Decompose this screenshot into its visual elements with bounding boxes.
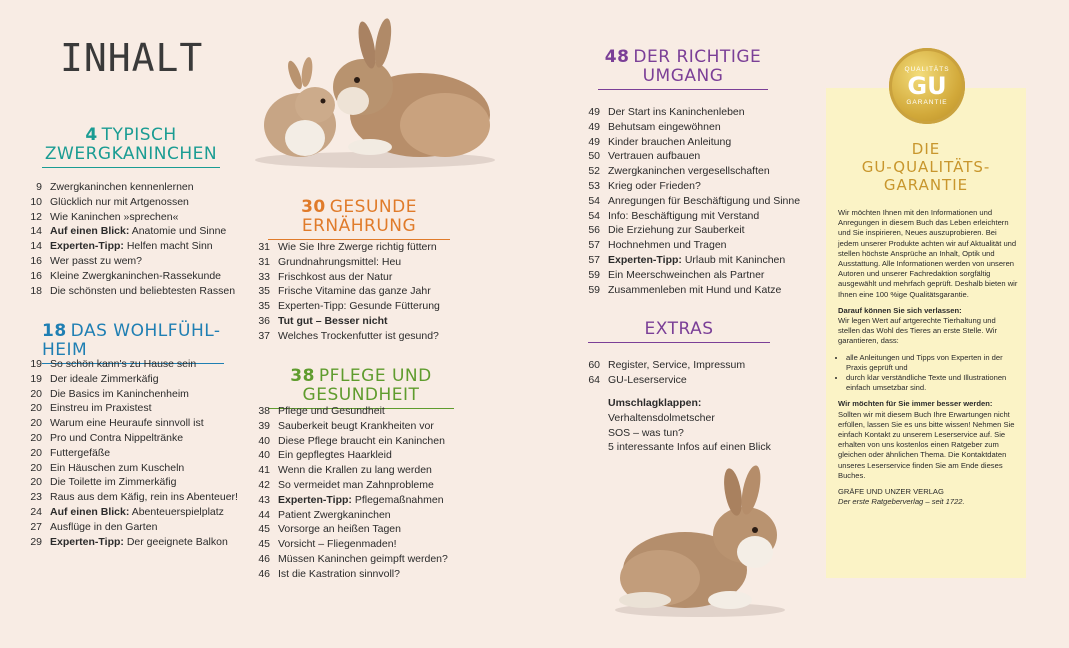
toc-entry-text: So schön kann's zu Hause sein <box>50 358 197 370</box>
toc-entry-text: Ist die Kastration sinnvoll? <box>278 567 400 580</box>
toc-entry <box>248 314 440 329</box>
toc-entry-text: Ein gepflegtes Haarkleid <box>278 449 392 462</box>
toc-entry <box>578 209 800 224</box>
toc-page-number: 20 <box>30 476 42 489</box>
cover-flaps-block <box>608 396 771 455</box>
toc-entry-text: Info: Beschäftigung mit Verstand <box>608 209 760 222</box>
toc-entry-text: Der Start ins Kaninchenleben <box>608 106 745 118</box>
guarantee-promise-heading: Darauf können Sie sich verlassen: <box>838 305 962 315</box>
toc-page-number: 59 <box>588 283 600 296</box>
toc-entry <box>248 567 448 582</box>
toc-entry-text: Urlaub mit Kaninchen <box>681 253 786 266</box>
rabbit-photo-bottom <box>605 460 795 620</box>
toc-page-number: 40 <box>258 449 270 462</box>
toc-page-number: 24 <box>30 505 42 518</box>
toc-entry <box>248 463 448 478</box>
rabbits-photo <box>245 15 505 170</box>
toc-entry <box>578 120 800 135</box>
toc-entry <box>248 419 448 434</box>
toc-page-number: 20 <box>30 417 42 430</box>
toc-entry <box>578 149 800 164</box>
toc-page-number: 49 <box>588 106 600 118</box>
toc-entry-text: GU-Leserservice <box>608 373 687 386</box>
toc-entry-text: Zusammenleben mit Hund und Katze <box>608 283 782 296</box>
section-heading-umgang <box>598 48 768 90</box>
seal-top-text: QUALITÄTS <box>904 66 950 73</box>
toc-entry <box>20 210 235 225</box>
toc-entry-text: Grundnahrungsmittel: Heu <box>278 255 402 268</box>
toc-entry <box>20 401 238 416</box>
toc-entry-text: Wie Sie Ihre Zwerge richtig füttern <box>278 241 437 253</box>
toc-page-number: 14 <box>30 225 42 238</box>
toc-page-number: 14 <box>30 240 42 253</box>
toc-list-typisch <box>20 180 235 298</box>
toc-entry <box>20 284 235 299</box>
toc-page-number: 12 <box>30 210 42 223</box>
toc-page-number: 43 <box>258 493 270 506</box>
guarantee-feedback-heading: Wir möchten für Sie immer besser werden: <box>838 399 993 409</box>
toc-entry-bold: Experten-Tipp: <box>50 240 124 253</box>
toc-entry <box>20 475 238 490</box>
toc-entry-text: Der ideale Zimmerkäfig <box>50 372 159 385</box>
toc-entry <box>248 434 448 449</box>
toc-entry-text: Abenteuerspielplatz <box>129 505 224 518</box>
toc-page-number: 52 <box>588 165 600 178</box>
seal-bottom-text: GARANTIE <box>906 99 948 106</box>
toc-entry-bold: Auf einen Blick: <box>50 225 130 238</box>
toc-entry-text: Krieg oder Frieden? <box>608 179 701 192</box>
toc-entry <box>578 164 800 179</box>
guarantee-feedback-text: Sollten wir mit diesem Buch Ihre Erwartungen nicht erfüllen, lassen Sie es uns bitte wissen! Nehmen Sie einfach Kontakt zu unserem Leserservice auf. Sie erhalten von uns kostenlos einen Ratgeber zum gleichen oder ähnlichen Thema. Die Kontaktdaten unseres Leserservice finden Sie am Ende dieses Buches. <box>838 409 1015 480</box>
guarantee-feedback <box>838 399 1018 481</box>
quality-seal <box>889 48 965 124</box>
toc-page-number: 10 <box>30 195 42 208</box>
toc-page-number: 29 <box>30 535 42 548</box>
toc-page-number: 27 <box>30 520 42 533</box>
guarantee-intro: Wir möchten Ihnen mit den Informationen und Anregungen in diesem Buch das Leben erleichtern und Sie inspirieren, Neues auszuprobieren. Bei jedem unserer Produkte achten wir auf Aktualität und stellen höchste Ansprüche an Inhalt, Optik und Ausstattung. Alle Informationen werden von unseren Autoren und unserer Fachredaktion sorgfältig ausgewählt und mehrfach geprüft. Deshalb bieten wir Ihnen eine 100 %ige Qualitätsgarantie. <box>838 208 1018 299</box>
toc-page-number: 36 <box>258 314 270 327</box>
toc-entry-text: Ein Meerschweinchen als Partner <box>608 268 765 281</box>
toc-entry-bold: Tut gut – Besser nicht <box>278 314 388 327</box>
toc-page-number: 54 <box>588 209 600 222</box>
toc-entry-text: Müssen Kaninchen geimpft werden? <box>278 552 448 565</box>
toc-page-number: 60 <box>588 359 600 371</box>
toc-entry-bold: Experten-Tipp: <box>50 535 124 548</box>
toc-page-number: 45 <box>258 523 270 536</box>
toc-entry <box>578 105 800 120</box>
toc-list-wohlfuehl <box>20 357 238 549</box>
seal-logo: GU <box>907 72 947 100</box>
toc-entry <box>578 238 800 253</box>
toc-entry-text: Zwergkaninchen vergesellschaften <box>608 165 770 178</box>
toc-page-number: 59 <box>588 268 600 281</box>
toc-entry-text: Pro und Contra Nippeltränke <box>50 431 184 444</box>
section-title-line: DER RICHTIGE <box>633 47 762 67</box>
toc-page-number: 23 <box>30 491 42 504</box>
toc-entry <box>248 478 448 493</box>
toc-entry-text: Kinder brauchen Anleitung <box>608 135 732 148</box>
toc-page-number: 31 <box>258 241 270 253</box>
toc-page-number: 54 <box>588 194 600 207</box>
guarantee-title-line: DIE <box>911 140 941 158</box>
toc-list-ernaehrung <box>248 240 440 344</box>
toc-entry-text: Wer passt zu wem? <box>50 254 143 267</box>
toc-entry-text: Ein Häuschen zum Kuscheln <box>50 461 185 474</box>
toc-entry-text: Der geeignete Balkon <box>123 535 228 548</box>
publisher-block <box>838 487 1018 507</box>
toc-page-number: 50 <box>588 150 600 163</box>
toc-entry <box>578 223 800 238</box>
section-title-line: PFLEGE UND GESUNDHEIT <box>302 366 432 405</box>
toc-entry-text: Sauberkeit beugt Krankheiten vor <box>278 419 434 432</box>
toc-page-number: 31 <box>258 255 270 268</box>
publisher-name: GRÄFE UND UNZER VERLAG <box>838 487 944 497</box>
toc-entry-text: Wenn die Krallen zu lang werden <box>278 464 432 477</box>
toc-entry <box>248 493 448 508</box>
toc-page-number: 33 <box>258 270 270 283</box>
toc-page-number: 20 <box>30 387 42 400</box>
toc-entry-text: Zwergkaninchen kennenlernen <box>50 181 194 193</box>
section-heading-pflege <box>268 367 454 409</box>
toc-entry-text: Anatomie und Sinne <box>129 225 227 238</box>
toc-entry-text: Pflege und Gesundheit <box>278 405 385 417</box>
toc-entry-text: So vermeidet man Zahnprobleme <box>278 478 434 491</box>
toc-page-number: 18 <box>30 284 42 297</box>
toc-entry-text: Hochnehmen und Tragen <box>608 239 727 252</box>
toc-entry <box>20 269 235 284</box>
section-number: 38 <box>290 366 315 386</box>
toc-entry-text: Warum eine Heuraufe sinnvoll ist <box>50 417 204 430</box>
section-title-line: EXTRAS <box>644 319 714 339</box>
toc-page-number: 40 <box>258 434 270 447</box>
toc-entry-bold: Experten-Tipp: <box>278 493 352 506</box>
section-number: 18 <box>42 321 67 341</box>
toc-page-number: 20 <box>30 461 42 474</box>
toc-entry <box>578 358 745 373</box>
toc-entry <box>20 372 238 387</box>
toc-entry-text: Glücklich nur mit Artgenossen <box>50 195 189 208</box>
toc-entry-text: Die Erziehung zur Sauberkeit <box>608 224 745 237</box>
toc-page-number: 39 <box>258 419 270 432</box>
toc-page-number: 20 <box>30 431 42 444</box>
toc-entry-text: Helfen macht Sinn <box>123 240 213 253</box>
toc-entry-text: Kleine Zwergkaninchen-Rassekunde <box>50 269 222 282</box>
guarantee-bullet: • alle Anleitungen und Tipps von Experten in der Praxis geprüft und <box>846 353 1018 373</box>
section-title-line: DAS WOHLFÜHL-HEIM <box>42 321 221 360</box>
section-number: 48 <box>604 47 630 67</box>
toc-entry <box>20 446 238 461</box>
toc-entry-text: Ausflüge in den Garten <box>50 520 158 533</box>
section-heading-typisch <box>42 126 220 168</box>
toc-entry-text: Patient Zwergkaninchen <box>278 508 391 521</box>
toc-entry <box>20 535 238 550</box>
toc-entry <box>248 240 440 255</box>
toc-entry-text: Pflegemaßnahmen <box>351 493 444 506</box>
section-title-line: UMGANG <box>642 66 724 86</box>
toc-entry <box>248 404 448 419</box>
section-heading-extras <box>588 320 770 343</box>
toc-page-number: 46 <box>258 552 270 565</box>
section-title-line: GESUNDE ERNÄHRUNG <box>301 197 417 236</box>
toc-entry-text: Raus aus dem Käfig, rein ins Abenteuer! <box>50 491 238 504</box>
guarantee-bullets <box>838 353 1018 394</box>
toc-entry-text: Vorsorge an heißen Tagen <box>278 523 401 536</box>
toc-entry <box>248 270 440 285</box>
toc-page-number: 16 <box>30 254 42 267</box>
toc-page-number: 37 <box>258 329 270 342</box>
toc-list-pflege <box>248 404 448 582</box>
section-number: 4 <box>85 125 98 145</box>
toc-page-number: 49 <box>588 135 600 148</box>
toc-entry <box>20 431 238 446</box>
toc-page-number: 20 <box>30 446 42 459</box>
toc-entry-text: Vertrauen aufbauen <box>608 150 701 163</box>
toc-page-number: 53 <box>588 179 600 192</box>
toc-entry-text: Frischkost aus der Natur <box>278 270 393 283</box>
toc-entry <box>248 329 440 344</box>
section-number: 30 <box>301 197 326 217</box>
toc-page-number: 46 <box>258 567 270 580</box>
toc-entry <box>20 357 238 372</box>
toc-entry-text: Behutsam eingewöhnen <box>608 120 721 133</box>
toc-page-number: 19 <box>30 372 42 385</box>
toc-entry <box>578 283 800 298</box>
toc-entry <box>248 284 440 299</box>
toc-entry <box>20 520 238 535</box>
guarantee-promise-text: Wir legen Wert auf artgerechte Tierhaltung und stellen das Wohl des Tieres an erste Stelle. Wir garantieren, dass: <box>838 316 997 346</box>
toc-page-number: 35 <box>258 300 270 313</box>
toc-list-umgang <box>578 105 800 297</box>
toc-entry <box>248 448 448 463</box>
cover-flap-item: 5 interessante Infos auf einen Blick <box>608 441 771 454</box>
cover-flaps-heading: Umschlagklappen: <box>608 397 702 409</box>
toc-page-number: 38 <box>258 405 270 417</box>
toc-page-number: 9 <box>36 181 42 193</box>
cover-flap-item: Verhaltensdolmetscher <box>608 411 715 424</box>
toc-entry <box>20 239 235 254</box>
toc-entry <box>248 255 440 270</box>
toc-entry-text: Die Basics im Kaninchenheim <box>50 387 189 400</box>
toc-entry <box>248 537 448 552</box>
toc-list-extras <box>578 358 745 388</box>
toc-entry <box>248 299 440 314</box>
toc-page-number: 42 <box>258 478 270 491</box>
toc-page-number: 44 <box>258 508 270 521</box>
toc-page-number: 16 <box>30 269 42 282</box>
toc-entry-text: Die Toilette im Zimmerkäfig <box>50 476 177 489</box>
toc-entry-text: Anregungen für Beschäftigung und Sinne <box>608 194 801 207</box>
page-title: INHALT <box>60 36 204 80</box>
guarantee-title <box>826 140 1026 194</box>
toc-entry-text: Vorsicht – Fliegenmaden! <box>278 538 397 551</box>
guarantee-promise <box>838 306 1018 347</box>
toc-page-number: 45 <box>258 538 270 551</box>
toc-page-number: 35 <box>258 285 270 298</box>
toc-entry <box>20 490 238 505</box>
toc-entry-text: Futtergefäße <box>50 446 111 459</box>
guarantee-bullet: • durch klar verständliche Texte und Illustrationen einfach umsetzbar sind. <box>846 373 1018 393</box>
toc-entry-text: Experten-Tipp: Gesunde Fütterung <box>278 300 440 313</box>
toc-entry-bold: Auf einen Blick: <box>50 505 130 518</box>
toc-page-number: 57 <box>588 253 600 266</box>
toc-entry <box>20 387 238 402</box>
toc-page-number: 19 <box>30 358 42 370</box>
toc-entry-bold: Experten-Tipp: <box>608 253 682 266</box>
toc-page-number: 20 <box>30 402 42 415</box>
toc-entry <box>20 254 235 269</box>
section-title-line: TYPISCH <box>101 125 177 145</box>
toc-entry-text: Welches Trockenfutter ist gesund? <box>278 329 439 342</box>
toc-page-number: 56 <box>588 224 600 237</box>
toc-page-number: 49 <box>588 120 600 133</box>
cover-flap-item: SOS – was tun? <box>608 426 684 439</box>
toc-entry <box>20 416 238 431</box>
publisher-tagline: Der erste Ratgeberverlag – seit 1722. <box>838 497 965 507</box>
toc-entry <box>578 373 745 388</box>
toc-entry-text: Register, Service, Impressum <box>608 359 746 371</box>
section-heading-ernaehrung <box>268 198 450 240</box>
toc-entry <box>248 552 448 567</box>
toc-page-number: 57 <box>588 239 600 252</box>
toc-entry <box>578 179 800 194</box>
toc-entry <box>578 135 800 150</box>
toc-entry-text: Frische Vitamine das ganze Jahr <box>278 285 431 298</box>
toc-page-number: 64 <box>588 373 600 386</box>
toc-entry <box>20 180 235 195</box>
toc-entry-text: Einstreu im Praxistest <box>50 402 152 415</box>
section-title-line: ZWERGKANINCHEN <box>44 144 218 164</box>
toc-entry <box>578 253 800 268</box>
toc-entry-text: Die schönsten und beliebtesten Rassen <box>50 284 236 297</box>
guarantee-title-line: GU-QUALITÄTS- <box>861 158 991 176</box>
toc-entry-text: Diese Pflege braucht ein Kaninchen <box>278 434 445 447</box>
toc-page-number: 41 <box>258 464 270 477</box>
toc-entry <box>248 508 448 523</box>
toc-entry <box>248 522 448 537</box>
toc-entry-text: Wie Kaninchen »sprechen« <box>50 210 179 223</box>
toc-entry <box>20 195 235 210</box>
guarantee-title-line: GARANTIE <box>883 176 969 194</box>
guarantee-text <box>838 208 1018 513</box>
toc-entry <box>578 194 800 209</box>
toc-entry <box>20 505 238 520</box>
toc-entry <box>20 224 235 239</box>
toc-entry <box>20 461 238 476</box>
toc-entry <box>578 268 800 283</box>
